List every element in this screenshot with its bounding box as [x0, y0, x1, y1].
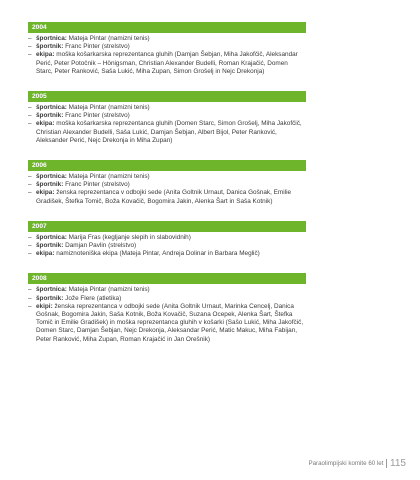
award-category: športnik: — [36, 294, 64, 302]
bullet-dash: – — [28, 43, 32, 51]
award-entry — [28, 112, 306, 120]
award-winner: moška košarkarska reprezentanca gluhih (Damjan Šebjan, Miha Jakofčič, Aleksandar Perić, Peter Potočnik – Hönigsman, Christian Alexander Budelli, Roman Krajačić, Domen Starc, Peter Ranković, Saša Lukić, Miha Zupan, Simon Grošelj in Nejc Drekonja) — [36, 51, 298, 75]
footer-text: Paraolimpijski komite 60 let — [308, 460, 384, 467]
bullet-dash: – — [28, 112, 32, 120]
award-category: športnik: — [36, 242, 64, 250]
bullet-dash: – — [28, 233, 32, 241]
award-category: športnica: — [36, 233, 67, 241]
award-category: ekipa: — [36, 51, 55, 59]
award-category: športnica: — [36, 173, 67, 181]
page-footer — [308, 458, 406, 469]
award-winner: Franc Pinter (strelstvo) — [63, 43, 130, 51]
award-category: ekipa: — [36, 120, 55, 128]
year-entries — [28, 104, 306, 145]
award-entry — [28, 234, 306, 242]
year-entries — [28, 173, 306, 206]
award-entry — [28, 35, 306, 43]
bullet-dash: – — [28, 286, 32, 294]
year-sections — [28, 22, 306, 344]
bullet-dash: – — [28, 302, 32, 310]
bullet-dash: – — [28, 120, 32, 128]
bullet-dash: – — [28, 51, 32, 59]
award-category: športnica: — [36, 286, 67, 294]
award-entry — [28, 51, 306, 76]
page-number: 115 — [390, 458, 406, 469]
award-winner: moška košarkarska reprezentanca gluhih (Domen Starc, Simon Grošelj, Miha Jakofčič, Christian Alexander Budelli, Saša Lukić, Damjan Šebjan, Albert Bijol, Peter Ranković, Aleksander Perić, Nejc Drekonja in Miha Zupan) — [36, 120, 302, 144]
award-winner: Franc Pinter (strelstvo) — [63, 112, 130, 120]
year-entries — [28, 35, 306, 76]
bullet-dash: – — [28, 189, 32, 197]
year-entries — [28, 234, 306, 259]
award-entry — [28, 173, 306, 181]
award-winner: Marija Fras (kegljanje slepih in slabovidnih) — [66, 233, 191, 241]
year-header: 2004 — [28, 22, 306, 33]
award-winner: ženska reprezentanca v odbojki sede (Anita Goltnik Urnaut, Marinka Cencelj, Danica Gošnak, Bogomira Jakin, Saša Kotnik, Boža Kovačič, Suzana Ocepek, Alenka Šart, Štefka Tomič in Emilie Gradišek) in moška reprezentanca gluhih v košarki (Sašo Lukić, Miha Jakofčič, Domen Starc, Damjan Šebjan, Nejc Drekonja, Aleksandar Perić, Matic Makuc, Miha Fabijan, Peter Ranković, Miha Zupan, Roman Krajačić in Jan Orešnik) — [36, 302, 304, 343]
award-category: ekipa: — [36, 250, 55, 258]
award-winner: ženska reprezentanca v odbojki sede (Anita Goltnik Urnaut, Danica Gošnak, Emilie Gradišek, Štefka Tomič, Boža Kovačič, Bogomira Jakin, Alenka Šart in Saša Kotnik) — [36, 189, 292, 205]
award-entry — [28, 286, 306, 294]
award-entry — [28, 295, 306, 303]
award-entry — [28, 181, 306, 189]
award-category: ekipi: — [36, 302, 53, 310]
bullet-dash: – — [28, 35, 32, 42]
year-header: 2008 — [28, 273, 306, 284]
year-header: 2005 — [28, 91, 306, 102]
award-entry — [28, 250, 306, 258]
award-winner: Franc Pinter (strelstvo) — [63, 181, 130, 189]
award-winner: Mateja Pintar (namizni tenis) — [66, 173, 150, 181]
award-category: športnik: — [36, 43, 64, 51]
award-winner: namiznoteniška ekipa (Mateja Pintar, Andreja Dolinar in Barbara Meglič) — [54, 250, 260, 258]
award-winner: Mateja Pintar (namizni tenis) — [66, 286, 150, 294]
award-category: športnik: — [36, 181, 64, 189]
year-header: 2006 — [28, 160, 306, 171]
award-winner: Mateja Pintar (namizni tenis) — [66, 104, 150, 112]
award-winner: Damjan Pavlin (strelstvo) — [63, 242, 137, 250]
bullet-dash: – — [28, 250, 32, 258]
award-category: športnica: — [36, 35, 67, 42]
award-winner: Mateja Pintar (namizni tenis) — [66, 35, 150, 42]
award-category: športnik: — [36, 112, 64, 120]
bullet-dash: – — [28, 173, 32, 181]
bullet-dash: – — [28, 242, 32, 250]
award-entry — [28, 189, 306, 205]
bullet-dash: – — [28, 294, 32, 302]
award-category: športnica: — [36, 104, 67, 112]
year-entries — [28, 286, 306, 343]
award-winner: Jože Flere (atletika) — [63, 294, 122, 302]
award-entry — [28, 104, 306, 112]
bullet-dash: – — [28, 104, 32, 112]
footer-divider — [386, 459, 387, 468]
award-entry — [28, 242, 306, 250]
year-header: 2007 — [28, 221, 306, 232]
awards-list — [28, 22, 306, 359]
award-category: ekipa: — [36, 189, 55, 197]
bullet-dash: – — [28, 181, 32, 189]
award-entry — [28, 120, 306, 145]
award-entry — [28, 303, 306, 344]
